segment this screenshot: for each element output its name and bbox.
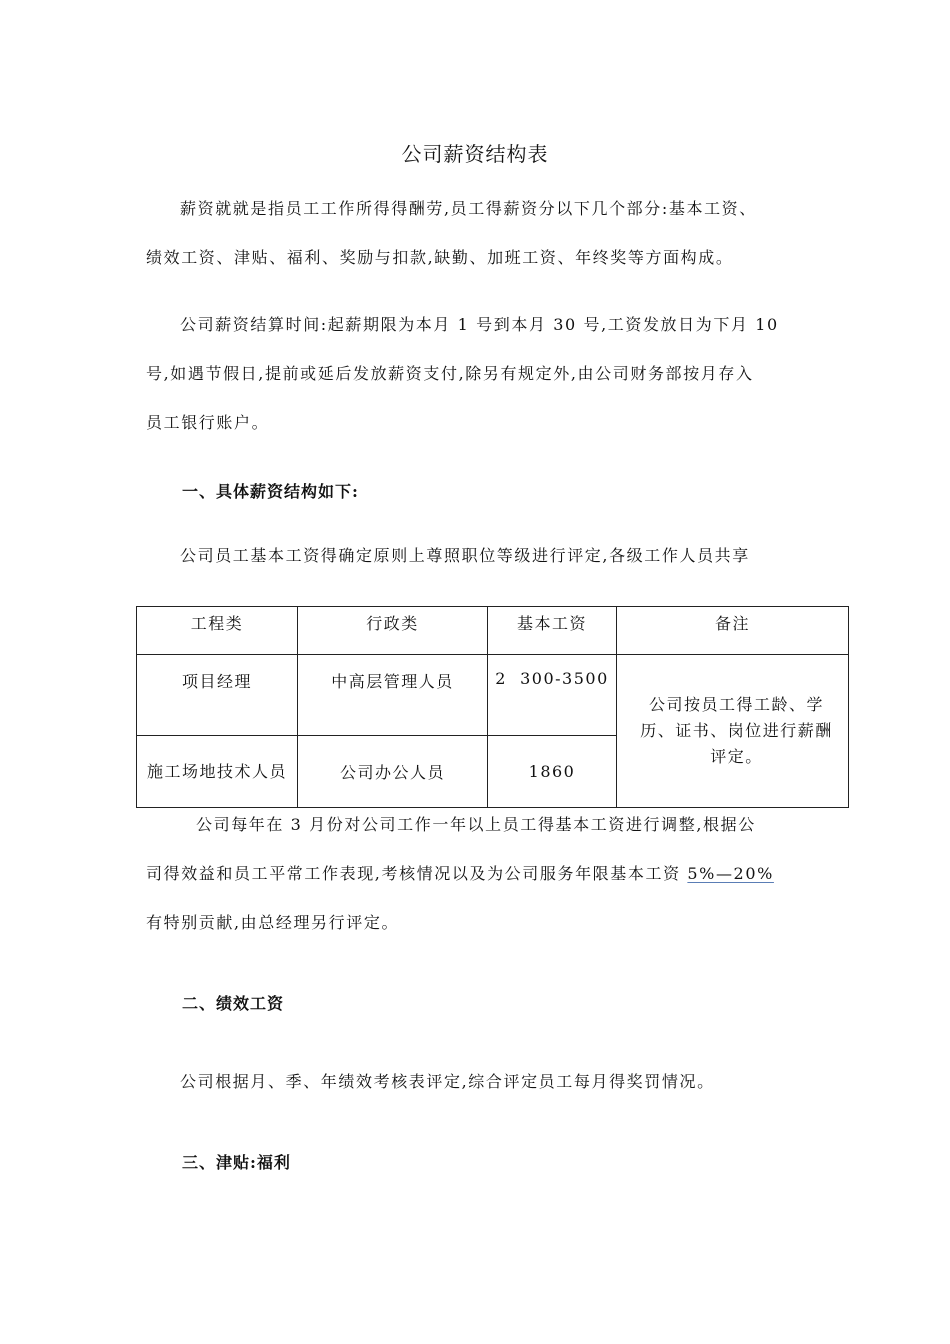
intro-line-2: 绩效工资、津贴、福利、奖励与扣款,缺勤、加班工资、年终奖等方面构成。 <box>146 248 734 267</box>
header-engineering: 工程类 <box>137 607 298 655</box>
cell-base-salary: 2 300-3500 <box>488 655 617 736</box>
page-title: 公司薪资结构表 <box>401 142 549 166</box>
header-remarks: 备注 <box>617 607 849 655</box>
section-2-heading: 二、绩效工资 <box>182 994 285 1013</box>
salary-structure-table <box>136 606 849 808</box>
section-3-heading: 三、津贴:福利 <box>182 1153 291 1172</box>
header-base-salary: 基本工资 <box>488 607 617 655</box>
cell-engineering: 施工场地技术人员 <box>137 736 298 808</box>
adjustment-line-2 <box>146 861 774 884</box>
adjustment-line-1: 公司每年在 3 月份对公司工作一年以上员工得基本工资进行调整,根据公 <box>196 815 756 834</box>
table-row <box>137 655 849 736</box>
cell-base-salary: 1860 <box>488 736 617 808</box>
section-1-description: 公司员工基本工资得确定原则上尊照职位等级进行评定,各级工作人员共享 <box>180 546 750 565</box>
intro-line-1: 薪资就就是指员工工作所得得酬劳,员工得薪资分以下几个部分:基本工资、 <box>180 199 757 218</box>
settlement-line-2: 号,如遇节假日,提前或延后发放薪资支付,除另有规定外,由公司财务部按月存入 <box>146 364 754 383</box>
adjustment-line-2-text: 司得效益和员工平常工作表现,考核情况以及为公司服务年限基本工资 <box>146 864 688 883</box>
cell-remarks: 公司按员工得工龄、学历、证书、岗位进行薪酬评定。 <box>617 655 849 808</box>
header-administrative: 行政类 <box>298 607 488 655</box>
section-2-description: 公司根据月、季、年绩效考核表评定,综合评定员工每月得奖罚情况。 <box>180 1072 715 1091</box>
settlement-line-3: 员工银行账户。 <box>146 413 270 432</box>
table-header-row <box>137 607 849 655</box>
settlement-line-1: 公司薪资结算时间:起薪期限为本月 1 号到本月 30 号,工资发放日为下月 10 <box>180 315 779 334</box>
adjustment-line-3: 有特别贡献,由总经理另行评定。 <box>146 913 400 932</box>
cell-administrative: 中高层管理人员 <box>298 655 488 736</box>
cell-administrative: 公司办公人员 <box>298 736 488 808</box>
cell-engineering: 项目经理 <box>137 655 298 736</box>
salary-range-percent: 5%—20% <box>687 864 774 883</box>
section-1-heading: 一、具体薪资结构如下: <box>182 482 359 501</box>
